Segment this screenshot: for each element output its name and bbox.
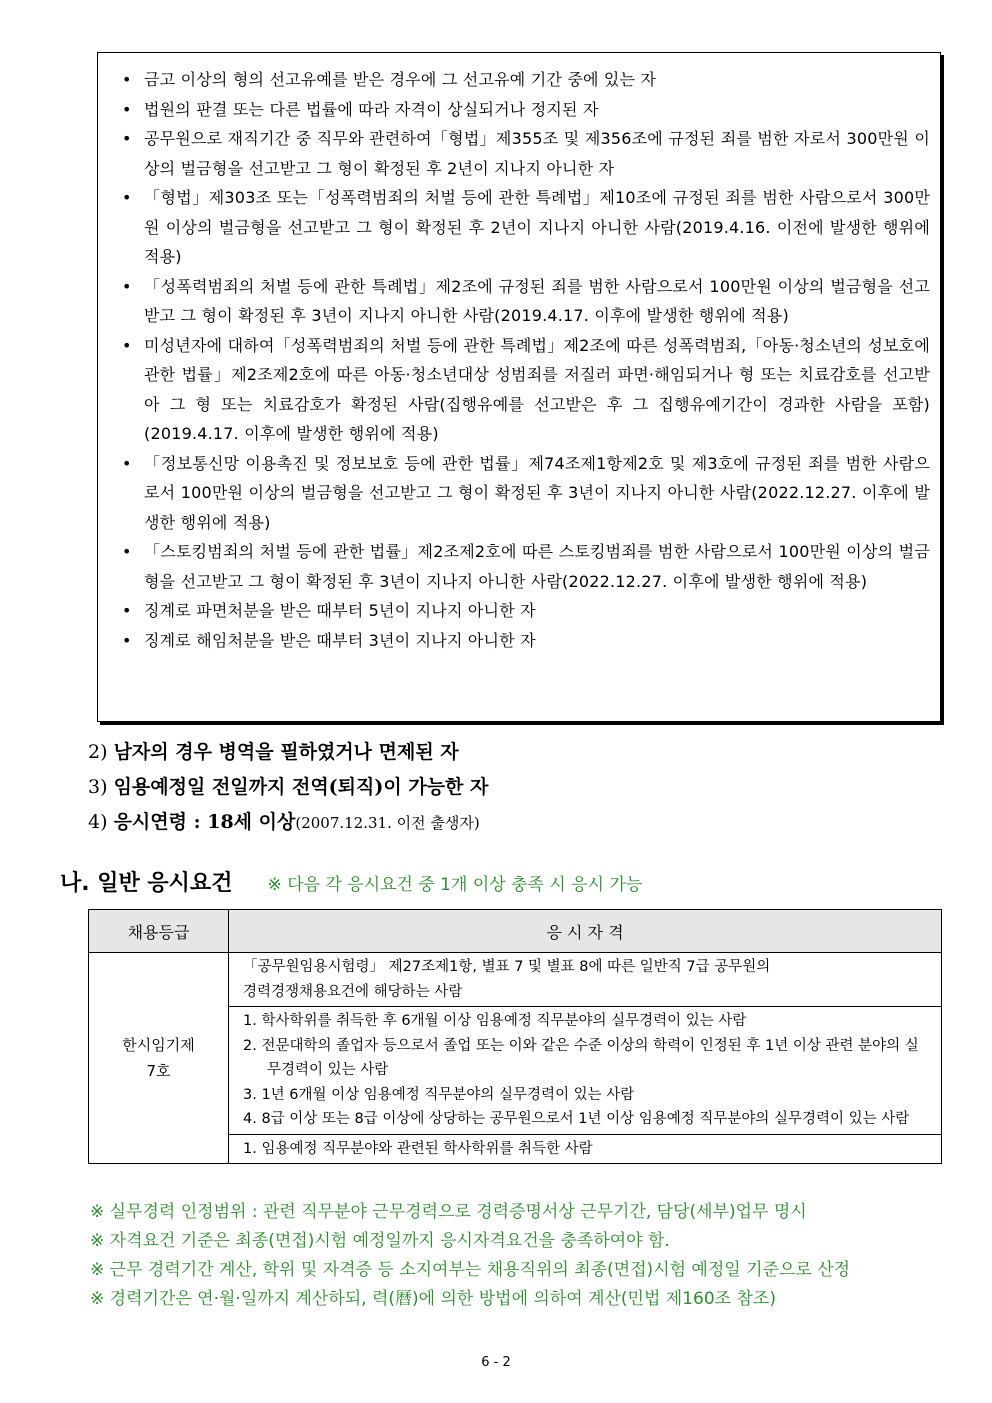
- section-note: ※ 다음 각 응시요건 중 1개 이상 충족 시 응시 가능: [267, 875, 643, 895]
- qualification-cell: 1. 학사학위를 취득한 후 6개월 이상 임용예정 직무분야의 실무경력이 있는 사람 2. 전문대학의 졸업자 등으로서 졸업 또는 이와 같은 수준 이상의 학력이 인정된 후 1년 이상 관련 분야의 실무경력이 있는 사람 3. 1년 6개월 이상 임용예정 직무분야의 실무경력이 있는 사람 4. 8급 이상 또는 8급 이상에 상당하는 공무원으로서 1년 이상 임용예정 직무분야의 실무경력이 있는 사람: [229, 1007, 942, 1135]
- list-item: • 「정보통신망 이용촉진 및 정보보호 등에 관한 법률」제74조제1항제2호 및 제3호에 규정된 죄를 범한 사람으로서 100만원 이상의 벌금형을 선고받고 그 형이 확정된 후 3년이 지나지 아니한 사람(2022.12.27. 이후에 발생한 행위에 적용): [122, 453, 930, 532]
- header-grade: 채용등급: [89, 910, 229, 953]
- section-title: 나. 일반 응시요건: [60, 871, 233, 896]
- list-item: • 징계로 해임처분을 받은 때부터 3년이 지나지 아니한 자: [122, 630, 536, 650]
- requirement-item: 3) 임용예정일 전일까지 전역(퇴직)이 가능한 자: [88, 776, 489, 798]
- header-qualification: 응 시 자 격: [229, 910, 942, 953]
- footnotes: [90, 1198, 850, 1314]
- list-item: • 「스토킹범죄의 처벌 등에 관한 법률」제2조제2호에 따른 스토킹범죄를 범한 사람으로서 100만원 이상의 벌금형을 선고받고 그 형이 확정된 후 3년이 지나지 아니한 사람(2022.12.27. 이후에 발생한 행위에 적용): [122, 542, 930, 591]
- numbered-requirements: [88, 735, 488, 841]
- list-item: • 「성폭력범죄의 처벌 등에 관한 특례법」제2조에 규정된 죄를 범한 사람으로서 100만원 이상의 벌금형을 선고받고 그 형이 확정된 후 3년이 지나지 아니한 사람(2019.4.17. 이후에 발생한 행위에 적용): [122, 276, 930, 325]
- list-item: • 미성년자에 대하여「성폭력범죄의 처벌 등에 관한 특례법」제2조에 따른 성폭력범죄,「아동·청소년의 성보호에 관한 법률」제2조제2호에 따른 아동·청소년대상 성범죄를 저질러 파면·해임되거나 형 또는 치료감호를 선고받아 그 형 또는 치료감호가 확정된 사람(집행유예를 선고받은 후 그 집행유예기간이 경과한 사람을 포함)(2019.4.17. 이후에 발생한 행위에 적용): [122, 335, 930, 443]
- list-item: • 법원의 판결 또는 다른 법률에 따라 자격이 상실되거나 정지된 자: [122, 99, 599, 119]
- disqualification-list: [98, 53, 940, 655]
- table-row: [89, 953, 942, 1007]
- footnote: ※ 자격요건 기준은 최종(면접)시험 예정일까지 응시자격요건을 충족하여야 함.: [90, 1231, 670, 1251]
- list-item: • 징계로 파면처분을 받은 때부터 5년이 지나지 아니한 자: [122, 601, 536, 620]
- requirement-item: 2) 남자의 경우 병역을 필하였거나 면제된 자: [88, 741, 459, 763]
- requirement-item: 4) 응시연령 : 18세 이상(2007.12.31. 이전 출생자): [88, 811, 480, 833]
- grade-cell: 한시임기제 7호: [89, 953, 229, 1164]
- footnote: ※ 실무경력 인정범위 : 관련 직무분야 근무경력으로 경력증명서상 근무기간, 담당(세부)업무 명시: [90, 1202, 807, 1222]
- table-header-row: [89, 910, 942, 953]
- list-item: • 「형법」제303조 또는「성폭력범죄의 처벌 등에 관한 특례법」제10조에 규정된 죄를 범한 사람으로서 300만원 이상의 벌금형을 선고받고 그 형이 확정된 후 2년이 지나지 아니한 사람(2019.4.16. 이전에 발생한 행위에 적용): [122, 188, 930, 266]
- footnote: ※ 근무 경력기간 계산, 학위 및 자격증 등 소지여부는 채용직위의 최종(면접)시험 예정일 기준으로 산정: [90, 1260, 851, 1280]
- list-item: • 금고 이상의 형의 선고유예를 받은 경우에 그 선고유예 기간 중에 있는 자: [122, 70, 657, 89]
- section-heading: [60, 866, 642, 897]
- footnote: ※ 경력기간은 연·월·일까지 계산하되, 력(曆)에 의한 방법에 의하여 계산(민법 제160조 참조): [90, 1289, 776, 1309]
- qualification-cell: 「공무원임용시험령」 제27조제1항, 별표 7 및 별표 8에 따른 일반직 7급 공무원의 경력경쟁채용요건에 해당하는 사람: [229, 953, 942, 1007]
- requirements-table: [88, 909, 942, 1164]
- list-item: • 공무원으로 재직기간 중 직무와 관련하여「형법」제355조 및 제356조에 규정된 죄를 범한 자로서 300만원 이상의 벌금형을 선고받고 그 형이 확정된 후 2년이 지나지 아니한 자: [122, 129, 930, 178]
- page-number: 6 - 2: [481, 1355, 511, 1370]
- disqualification-box: [97, 52, 941, 722]
- qualification-cell: 1. 임용예정 직무분야와 관련된 학사학위를 취득한 사람: [229, 1134, 942, 1164]
